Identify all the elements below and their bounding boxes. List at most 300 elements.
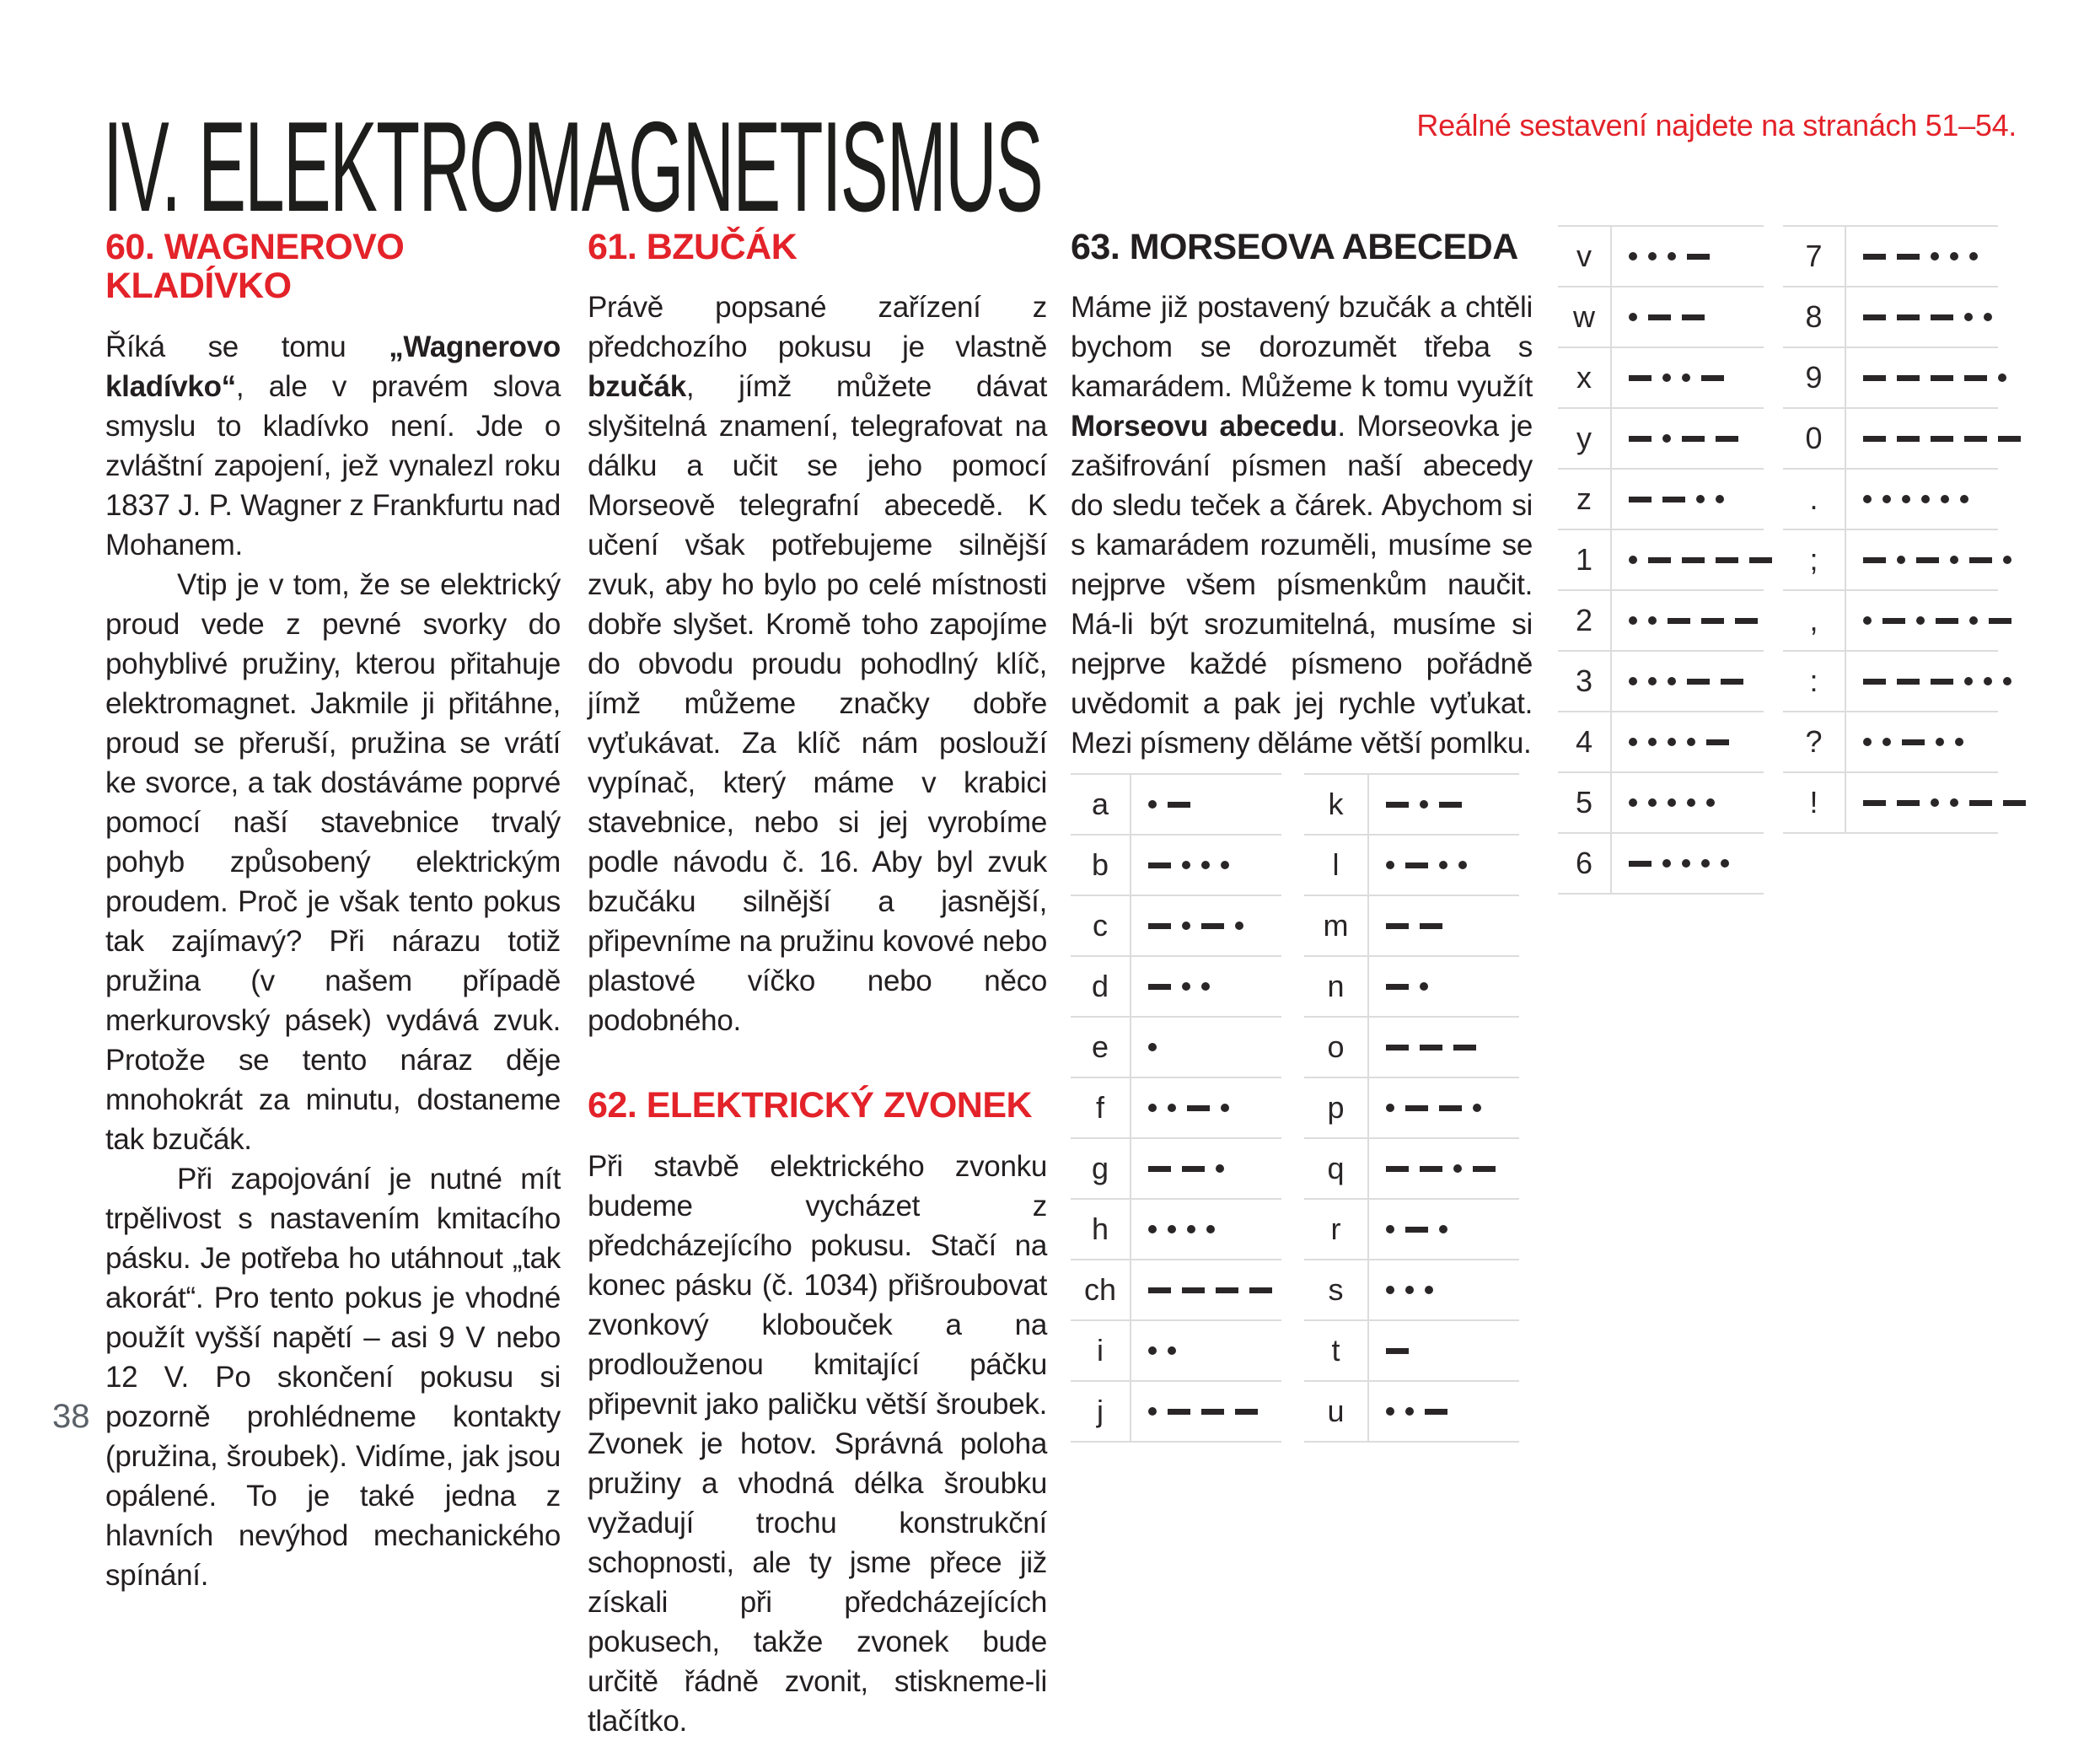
morse-dot-icon [1936, 738, 1944, 746]
morse-row [1071, 955, 1281, 1016]
morse-dot-icon [1168, 1104, 1176, 1112]
morse-dash-icon [1687, 254, 1710, 260]
morse-dot-icon [1629, 252, 1637, 261]
morse-dot-icon [1687, 738, 1695, 746]
morse-dot-icon [1941, 495, 1949, 503]
morse-dot-icon [1629, 556, 1637, 564]
morse-dot-icon [1439, 861, 1447, 869]
morse-row [1071, 1198, 1281, 1259]
morse-dot-icon [1969, 616, 1978, 625]
section-60 [105, 228, 561, 1595]
morse-dash-icon [1148, 1166, 1171, 1172]
morse-dash-icon [1897, 314, 1920, 320]
morse-dash-icon [1648, 557, 1671, 563]
morse-row [1304, 895, 1519, 955]
column-1 [105, 228, 561, 1595]
morse-dot-icon [1629, 738, 1637, 746]
morse-letter-label: s [1304, 1260, 1369, 1319]
morse-code-cell [1131, 1321, 1281, 1380]
morse-code-cell [1369, 896, 1519, 955]
morse-dot-icon [1863, 616, 1872, 625]
morse-table-7-excl [1783, 225, 1998, 834]
section-60-paragraph: Při zapojování je nutné mít trpělivost s nastavením kmitacího pásku. Je potřeba ho utáhnout „tak akorát“. Pro tento pokus je vhodné použít vyšší napětí – asi 9 V nebo 12 V. Po skončení pokusu si pozorně prohlédneme kontakty (pružina, šroubek). Vidíme, jak jsou opálené. To je také jedna z hlavních nevýhod mechanického spínání. [105, 1162, 561, 1592]
morse-letter-label: a [1071, 775, 1131, 834]
morse-dot-icon [1984, 313, 1992, 321]
morse-dash-icon [1148, 862, 1171, 868]
morse-row [1558, 832, 1764, 895]
morse-dot-icon [1148, 800, 1157, 809]
morse-letter-label: 1 [1558, 530, 1612, 589]
morse-dash-icon [1168, 802, 1190, 808]
morse-dot-icon [1182, 982, 1190, 991]
morse-dash-icon [1216, 1287, 1238, 1293]
morse-dot-icon [1662, 373, 1671, 382]
morse-row [1558, 225, 1764, 286]
morse-code-cell [1369, 1200, 1519, 1259]
morse-dot-icon [1629, 616, 1637, 625]
morse-row [1558, 286, 1764, 347]
morse-dash-icon [1405, 1105, 1428, 1111]
morse-dash-icon [1863, 314, 1886, 320]
morse-dot-icon [1863, 495, 1872, 503]
morse-dash-icon [1964, 436, 1987, 442]
morse-dash-icon [1931, 314, 1953, 320]
morse-letter-label: g [1071, 1139, 1131, 1198]
section-60-heading: 60. WAGNEROVO KLADÍVKO [105, 227, 405, 307]
morse-dash-icon [1682, 557, 1705, 563]
morse-row [1304, 955, 1519, 1016]
morse-dash-icon [1420, 1045, 1442, 1051]
morse-dash-icon [1969, 557, 1992, 563]
morse-dash-icon [1439, 802, 1462, 808]
morse-dot-icon [1439, 1225, 1447, 1233]
section-63-heading: 63. MORSEOVA ABECEDA [1071, 227, 1518, 267]
morse-row [1558, 589, 1764, 650]
morse-dot-icon [1931, 798, 1939, 807]
morse-row [1783, 589, 1998, 650]
morse-letter-label: ! [1783, 773, 1846, 832]
morse-letter-label: e [1071, 1018, 1131, 1077]
morse-row [1304, 1198, 1519, 1259]
morse-row [1304, 1016, 1519, 1077]
morse-dot-icon [1458, 861, 1467, 869]
morse-letter-label: . [1783, 470, 1846, 529]
morse-dot-icon [1629, 798, 1637, 807]
morse-dash-icon [1735, 618, 1758, 624]
morse-dash-icon [1386, 1166, 1409, 1172]
morse-dash-icon [1897, 375, 1920, 381]
section-63 [1071, 228, 1533, 763]
morse-letter-label: h [1071, 1200, 1131, 1259]
morse-dot-icon [1882, 495, 1891, 503]
morse-dot-icon [1420, 982, 1428, 991]
morse-dash-icon [1629, 497, 1652, 502]
morse-letter-label: c [1071, 896, 1131, 955]
section-62-paragraph: Při stavbě elektrického zvonku budeme vycházet z předcházejícího pokusu. Stačí na konec pásku (č. 1034) přišroubovat zvonkový klobouček a na prodlouženou kmitající páčku připevnit jako paličku větší šroubek. Zvonek je hotov. Správná poloha pružiny a vhodná délka šroubku vyžadují trochu konstrukční schopnosti, ale ty jsme přece již získali při předcházejících pokusech, takže zvonek bude určitě řádně zvonit, stiskneme-li tlačítko. [588, 1149, 1047, 1738]
morse-code-cell [1131, 1200, 1281, 1259]
morse-dot-icon [1696, 495, 1705, 503]
morse-dash-icon [1439, 1105, 1462, 1111]
morse-dot-icon [1148, 1407, 1157, 1416]
section-61-heading: 61. BZUČÁK [588, 227, 798, 267]
morse-dash-icon [1148, 984, 1171, 990]
morse-dash-icon [1682, 314, 1705, 320]
morse-row [1304, 1319, 1519, 1380]
morse-code-cell [1131, 896, 1281, 955]
morse-code-cell [1612, 773, 1764, 832]
morse-dot-icon [1701, 859, 1710, 868]
morse-row [1304, 1137, 1519, 1198]
morse-dot-icon [1629, 313, 1637, 321]
morse-letter-label: o [1304, 1018, 1369, 1077]
morse-dot-icon [1386, 1286, 1394, 1294]
morse-letter-label: ? [1783, 712, 1846, 771]
morse-dash-icon [1148, 923, 1171, 929]
morse-code-cell [1846, 530, 2011, 589]
morse-dot-icon [1668, 798, 1676, 807]
morse-letter-label: d [1071, 957, 1131, 1016]
morse-letter-label: j [1071, 1382, 1131, 1441]
morse-row [1783, 529, 1998, 589]
morse-row [1071, 1077, 1281, 1137]
morse-dash-icon [1706, 739, 1729, 745]
morse-code-cell [1131, 775, 1281, 834]
morse-letter-label: 7 [1783, 227, 1846, 286]
morse-letter-label: 2 [1558, 591, 1612, 650]
morse-dot-icon [1964, 313, 1973, 321]
morse-table-v-6 [1558, 225, 1764, 895]
morse-row [1304, 1259, 1519, 1319]
morse-dash-icon [1969, 800, 1992, 806]
column-3 [1071, 228, 1533, 1443]
morse-code-cell [1369, 1382, 1519, 1441]
morse-row [1783, 711, 1998, 771]
morse-code-cell [1612, 470, 1764, 529]
morse-dot-icon [1648, 616, 1657, 625]
morse-dot-icon [1148, 1043, 1157, 1051]
morse-dash-icon [1386, 984, 1409, 990]
morse-dot-icon [1168, 1225, 1176, 1233]
morse-dot-icon [1706, 798, 1715, 807]
morse-dot-icon [1405, 1286, 1414, 1294]
morse-dot-icon [1668, 738, 1676, 746]
morse-code-cell [1369, 1321, 1519, 1380]
morse-code-cell [1846, 470, 1998, 529]
morse-code-cell [1369, 1139, 1519, 1198]
morse-letter-label: 4 [1558, 712, 1612, 771]
morse-dot-icon [1916, 616, 1925, 625]
morse-letter-label: 0 [1783, 409, 1846, 468]
morse-dash-icon [2003, 800, 2026, 806]
section-61-paragraph: Právě popsané zařízení z předchozího pokusu je vlastně bzučák, jímž můžete dávat slyšitelná znamení, telegrafovat na dálku a učit se jeho pomocí Morseově telegrafní abecedě. K učení však potřebujeme silnější zvuk, aby ho bylo po celé místnosti dobře slyšet. Kromě toho zapojíme do obvodu proudu pohodlný klíč, jímž můžeme značky dobře vyťukávat. Za klíč nám poslouží vypínač, který máme v krabici stavebnice, nebo si jej vyrobíme podle návodu č. 16. Aby byl zvuk bzučáku silnější a jasnější, připevníme na pružinu kovové nebo plastové víčko nebo něco podobného. [588, 291, 1047, 1038]
morse-dot-icon [1648, 252, 1657, 261]
morse-tables-group [1071, 773, 1533, 1443]
morse-dot-icon [1960, 495, 1968, 503]
morse-row [1783, 347, 1998, 407]
morse-dash-icon [1182, 1166, 1205, 1172]
morse-code-cell [1612, 227, 1764, 286]
morse-dot-icon [1921, 495, 1930, 503]
morse-code-cell [1612, 712, 1764, 771]
morse-code-cell [1612, 287, 1764, 347]
morse-letter-label: , [1783, 591, 1846, 650]
morse-dash-icon [1148, 1287, 1171, 1293]
morse-dash-icon [1863, 800, 1886, 806]
morse-dot-icon [1969, 252, 1978, 261]
morse-code-cell [1846, 652, 2011, 711]
morse-letter-label: x [1558, 348, 1612, 407]
morse-row [1071, 1380, 1281, 1443]
morse-code-cell [1612, 409, 1764, 468]
morse-dot-icon [1148, 1104, 1157, 1112]
morse-dot-icon [1662, 434, 1671, 443]
morse-row [1558, 650, 1764, 711]
morse-code-cell [1612, 591, 1764, 650]
morse-dot-icon [1473, 1104, 1481, 1112]
morse-code-cell [1846, 287, 1998, 347]
morse-dash-icon [1425, 1409, 1447, 1415]
morse-dot-icon [1964, 677, 1973, 685]
morse-dash-icon [1897, 436, 1920, 442]
section-62 [588, 1086, 1047, 1740]
morse-dash-icon [1897, 679, 1920, 685]
morse-row [1783, 771, 1998, 834]
morse-code-cell [1846, 409, 2021, 468]
morse-row [1783, 650, 1998, 711]
morse-letter-label: : [1783, 652, 1846, 711]
morse-dash-icon [1386, 802, 1409, 808]
morse-code-cell [1131, 836, 1281, 895]
morse-row [1558, 407, 1764, 468]
morse-letter-label: y [1558, 409, 1612, 468]
morse-dot-icon [1221, 861, 1229, 869]
morse-dot-icon [1687, 798, 1695, 807]
morse-dot-icon [1235, 922, 1243, 930]
morse-dot-icon [1216, 1164, 1224, 1173]
morse-dot-icon [1668, 677, 1676, 685]
morse-code-cell [1612, 348, 1764, 407]
morse-dash-icon [1931, 375, 1953, 381]
morse-code-cell [1846, 591, 2011, 650]
morse-letter-label: l [1304, 836, 1369, 895]
column-2 [588, 228, 1047, 1741]
morse-dot-icon [1950, 252, 1958, 261]
morse-dash-icon [1386, 923, 1409, 929]
morse-dot-icon [1648, 798, 1657, 807]
morse-dash-icon [1916, 557, 1939, 563]
morse-dash-icon [1897, 800, 1920, 806]
morse-code-cell [1846, 712, 1998, 771]
morse-row [1783, 225, 1998, 286]
morse-code-cell [1612, 530, 1772, 589]
morse-code-cell [1369, 1078, 1519, 1137]
morse-dot-icon [1453, 1164, 1462, 1173]
morse-row [1558, 711, 1764, 771]
morse-dash-icon [1201, 1409, 1224, 1415]
morse-code-cell [1131, 1260, 1281, 1319]
morse-dot-icon [1425, 1286, 1433, 1294]
morse-dot-icon [1998, 373, 2006, 382]
morse-dot-icon [1950, 798, 1958, 807]
morse-dash-icon [1936, 618, 1958, 624]
morse-row [1304, 773, 1519, 834]
morse-dash-icon [1405, 1227, 1428, 1233]
section-63-paragraph: Máme již postavený bzučák a chtěli bychom se dorozumět třeba s kamarádem. Můžeme k tomu využít Morseovu abecedu. Morseovka je zašifrování písmen naší abecedy do sledu teček a čárek. Abychom si s kamarádem rozuměli, musíme se nejprve všem písmenkům naučit. Má-li být srozumitelná, musíme si nejprve každé písmeno pořádně uvědomit a pak jej rychle vyťukat. Mezi písmeny děláme větší pomlku. [1071, 291, 1533, 760]
morse-dash-icon [1931, 679, 1953, 685]
morse-dot-icon [1648, 677, 1657, 685]
morse-dot-icon [1931, 252, 1939, 261]
morse-dash-icon [1182, 1287, 1205, 1293]
morse-letter-label: k [1304, 775, 1369, 834]
morse-dash-icon [1662, 497, 1685, 502]
morse-dash-icon [1668, 618, 1690, 624]
morse-row [1071, 1016, 1281, 1077]
morse-code-cell [1369, 1260, 1519, 1319]
morse-letter-label: z [1558, 470, 1612, 529]
morse-dash-icon [1420, 1166, 1442, 1172]
morse-letter-label: 6 [1558, 834, 1612, 893]
morse-dash-icon [1701, 375, 1724, 381]
morse-letter-label: b [1071, 836, 1131, 895]
morse-letter-label: u [1304, 1382, 1369, 1441]
morse-row [1558, 529, 1764, 589]
morse-row [1783, 468, 1998, 529]
section-62-heading: 62. ELEKTRICKÝ ZVONEK [588, 1085, 1033, 1126]
morse-dot-icon [1405, 1407, 1414, 1416]
morse-dash-icon [1897, 254, 1920, 260]
morse-dot-icon [1386, 861, 1394, 869]
morse-dash-icon [1473, 1166, 1496, 1172]
morse-row [1558, 771, 1764, 832]
morse-dash-icon [1629, 436, 1652, 442]
morse-row [1071, 773, 1281, 834]
morse-letter-label: m [1304, 896, 1369, 955]
morse-dash-icon [1902, 739, 1925, 745]
morse-dash-icon [1882, 618, 1905, 624]
morse-dot-icon [1716, 495, 1724, 503]
morse-dash-icon [1716, 436, 1738, 442]
morse-dot-icon [1386, 1104, 1394, 1112]
morse-dash-icon [1687, 679, 1710, 685]
morse-dash-icon [1863, 254, 1886, 260]
morse-table-k-u [1304, 773, 1519, 1443]
morse-letter-label: n [1304, 957, 1369, 1016]
morse-dash-icon [1682, 436, 1705, 442]
morse-table-a-j [1071, 773, 1281, 1443]
morse-row [1558, 347, 1764, 407]
morse-dot-icon [1984, 677, 1992, 685]
morse-dash-icon [1629, 861, 1652, 867]
morse-dash-icon [1201, 923, 1224, 929]
morse-dash-icon [1721, 679, 1743, 685]
morse-dot-icon [1148, 1225, 1157, 1233]
morse-code-cell [1131, 1382, 1281, 1441]
morse-dot-icon [1897, 556, 1905, 564]
morse-code-cell [1131, 957, 1281, 1016]
morse-code-cell [1612, 834, 1764, 893]
morse-dot-icon [1955, 738, 1963, 746]
morse-dash-icon [1701, 618, 1724, 624]
morse-code-cell [1369, 836, 1519, 895]
morse-row [1558, 468, 1764, 529]
morse-letter-label: q [1304, 1139, 1369, 1198]
morse-row [1304, 1380, 1519, 1443]
morse-code-cell [1846, 773, 2026, 832]
morse-dash-icon [1249, 1287, 1272, 1293]
morse-dash-icon [1863, 557, 1886, 563]
morse-letter-label: 9 [1783, 348, 1846, 407]
morse-dash-icon [1863, 375, 1886, 381]
morse-dash-icon [1863, 436, 1886, 442]
morse-dot-icon [1721, 859, 1729, 868]
morse-code-cell [1369, 1018, 1519, 1077]
morse-dot-icon [1168, 1346, 1176, 1355]
morse-dash-icon [1863, 679, 1886, 685]
morse-letter-label: ; [1783, 530, 1846, 589]
morse-row [1071, 1137, 1281, 1198]
morse-letter-label: p [1304, 1078, 1369, 1137]
morse-dot-icon [1420, 800, 1428, 809]
morse-code-cell [1369, 957, 1519, 1016]
morse-dot-icon [1668, 252, 1676, 261]
morse-row [1783, 407, 1998, 468]
morse-dot-icon [2003, 556, 2011, 564]
morse-dot-icon [1201, 982, 1210, 991]
morse-dot-icon [1201, 861, 1210, 869]
morse-dash-icon [1648, 314, 1671, 320]
morse-dot-icon [1882, 738, 1891, 746]
morse-code-cell [1369, 775, 1519, 834]
morse-dash-icon [1235, 1409, 1258, 1415]
morse-letter-label: r [1304, 1200, 1369, 1259]
morse-row [1071, 1319, 1281, 1380]
section-60-paragraph: Vtip je v tom, že se elektrický proud vede z pevné svorky do pohyblivé pružiny, kterou přitahuje elektromagnet. Jakmile ji přitáhne, proud se přeruší, pružina se vrátí ke svorce, a tak dostáváme poprvé pomocí naší stavebnice trvalý pohyb způsobený elektrickým proudem. Proč je však tento pokus tak zajímavý? Při nárazu totiž pružina (v našem případě merkurovský pásek) vydává zvuk. Protože se tento náraz děje mnohokrát za minutu, dostaneme tak bzučák. [105, 567, 561, 1156]
morse-dash-icon [1168, 1409, 1190, 1415]
section-60-paragraph: Říká se tomu „Wagnerovo kladívko“, ale v pravém slova smyslu to kladívko není. Jde o zvláštní zapojení, jež vynalezl roku 1837 J. P. Wagner z Frankfurtu nad Mohanem. [105, 330, 561, 562]
morse-row [1071, 834, 1281, 895]
morse-dash-icon [1749, 557, 1772, 563]
section-61 [588, 228, 1047, 1040]
morse-code-cell [1131, 1139, 1281, 1198]
morse-dash-icon [1716, 557, 1738, 563]
morse-letter-label: ch [1071, 1260, 1131, 1319]
morse-dash-icon [1629, 375, 1652, 381]
morse-row [1304, 834, 1519, 895]
morse-dot-icon [1221, 1104, 1229, 1112]
page-title: IV. ELEKTROMAGNETISMUS [103, 95, 1042, 239]
morse-code-cell [1846, 227, 1998, 286]
morse-code-cell [1612, 652, 1764, 711]
morse-letter-label: 5 [1558, 773, 1612, 832]
morse-dot-icon [2003, 677, 2011, 685]
morse-dot-icon [1148, 1346, 1157, 1355]
morse-row [1783, 286, 1998, 347]
morse-dot-icon [1648, 738, 1657, 746]
morse-dot-icon [1682, 859, 1690, 868]
morse-dot-icon [1902, 495, 1910, 503]
morse-row [1071, 1259, 1281, 1319]
morse-code-cell [1846, 348, 2006, 407]
morse-letter-label: f [1071, 1078, 1131, 1137]
morse-row [1304, 1077, 1519, 1137]
morse-dash-icon [1998, 436, 2021, 442]
morse-dot-icon [1187, 1225, 1195, 1233]
morse-dash-icon [1453, 1045, 1476, 1051]
morse-dot-icon [1386, 1225, 1394, 1233]
morse-dash-icon [1386, 1348, 1409, 1354]
morse-dash-icon [1989, 618, 2011, 624]
morse-row [1071, 895, 1281, 955]
